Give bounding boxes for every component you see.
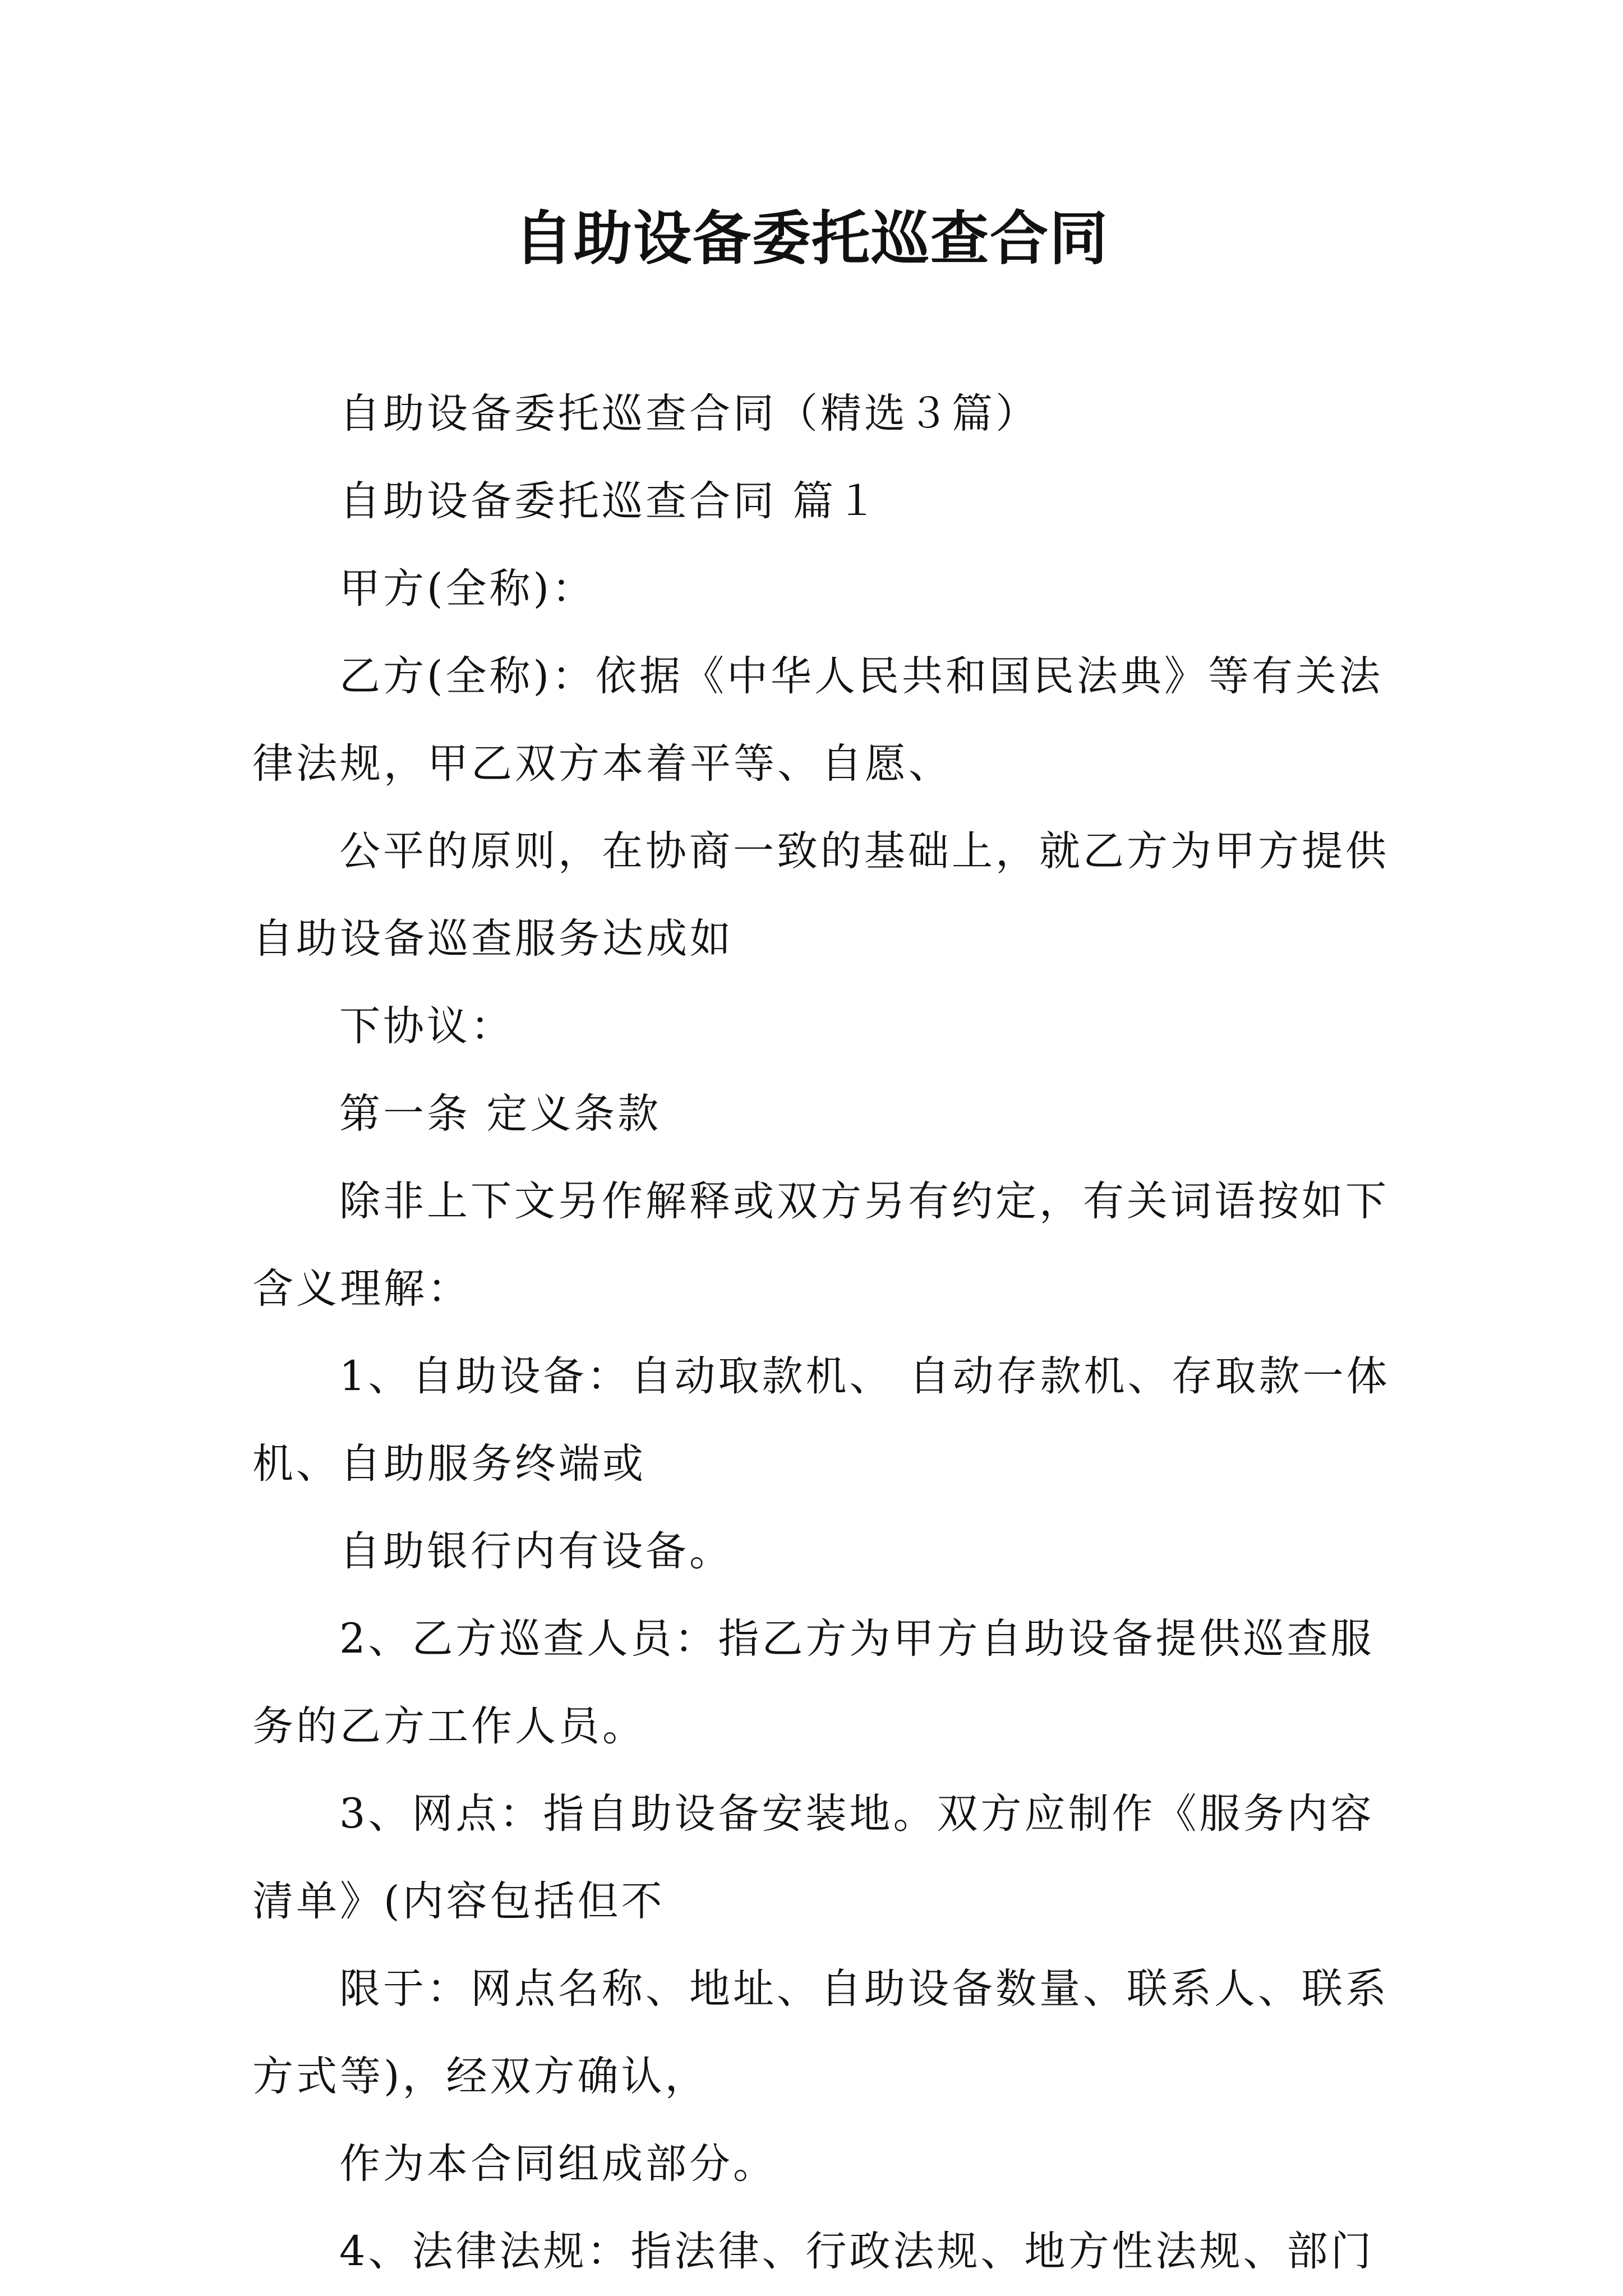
text-line: 清单》(内容包括但不 xyxy=(252,1878,665,1925)
text-line: 律法规，甲乙双方本着平等、自愿、 xyxy=(252,740,952,788)
text-line: 务的乙方工作人员。 xyxy=(252,1703,646,1750)
text-line: 自助设备委托巡查合同（精选３篇） xyxy=(339,390,1039,438)
text-line: 限于：网点名称、地址、自助设备数量、联系人、联系 xyxy=(339,1965,1389,2013)
text-line: 机、自助服务终端或 xyxy=(252,1440,646,1488)
text-line: 自助设备委托巡查合同 篇１ xyxy=(339,477,880,525)
text-line: 甲方(全称)： xyxy=(339,565,596,613)
text-line: 3、网点：指自助设备安装地。双方应制作《服务内容 xyxy=(339,1790,1375,1838)
text-line: 下协议： xyxy=(339,1002,514,1050)
text-line: 乙方(全称)：依据《中华人民共和国民法典》等有关法 xyxy=(339,652,1383,700)
text-line: 自助银行内有设备。 xyxy=(339,1527,733,1575)
text-line: 4、法律法规：指法律、行政法规、地方性法规、部门 xyxy=(339,2228,1375,2275)
text-line: 方式等)，经双方确认， xyxy=(252,2053,709,2100)
text-line: 含义理解： xyxy=(252,1265,471,1313)
document-title: 自助设备委托巡查合同 xyxy=(514,204,1109,273)
text-line: 作为本合同组成部分。 xyxy=(339,2140,777,2188)
section-heading: 第一条 定义条款 xyxy=(339,1090,662,1138)
text-line: 除非上下文另作解释或双方另有约定，有关词语按如下 xyxy=(339,1177,1389,1225)
text-line: 1、自助设备：自动取款机、 自动存款机、存取款一体 xyxy=(339,1352,1390,1400)
text-line: 公平的原则，在协商一致的基础上，就乙方为甲方提供 xyxy=(339,827,1389,875)
text-line: 2、乙方巡查人员：指乙方为甲方自助设备提供巡查服 xyxy=(339,1615,1375,1663)
text-line: 自助设备巡查服务达成如 xyxy=(252,915,734,963)
document-body xyxy=(252,370,1391,2295)
